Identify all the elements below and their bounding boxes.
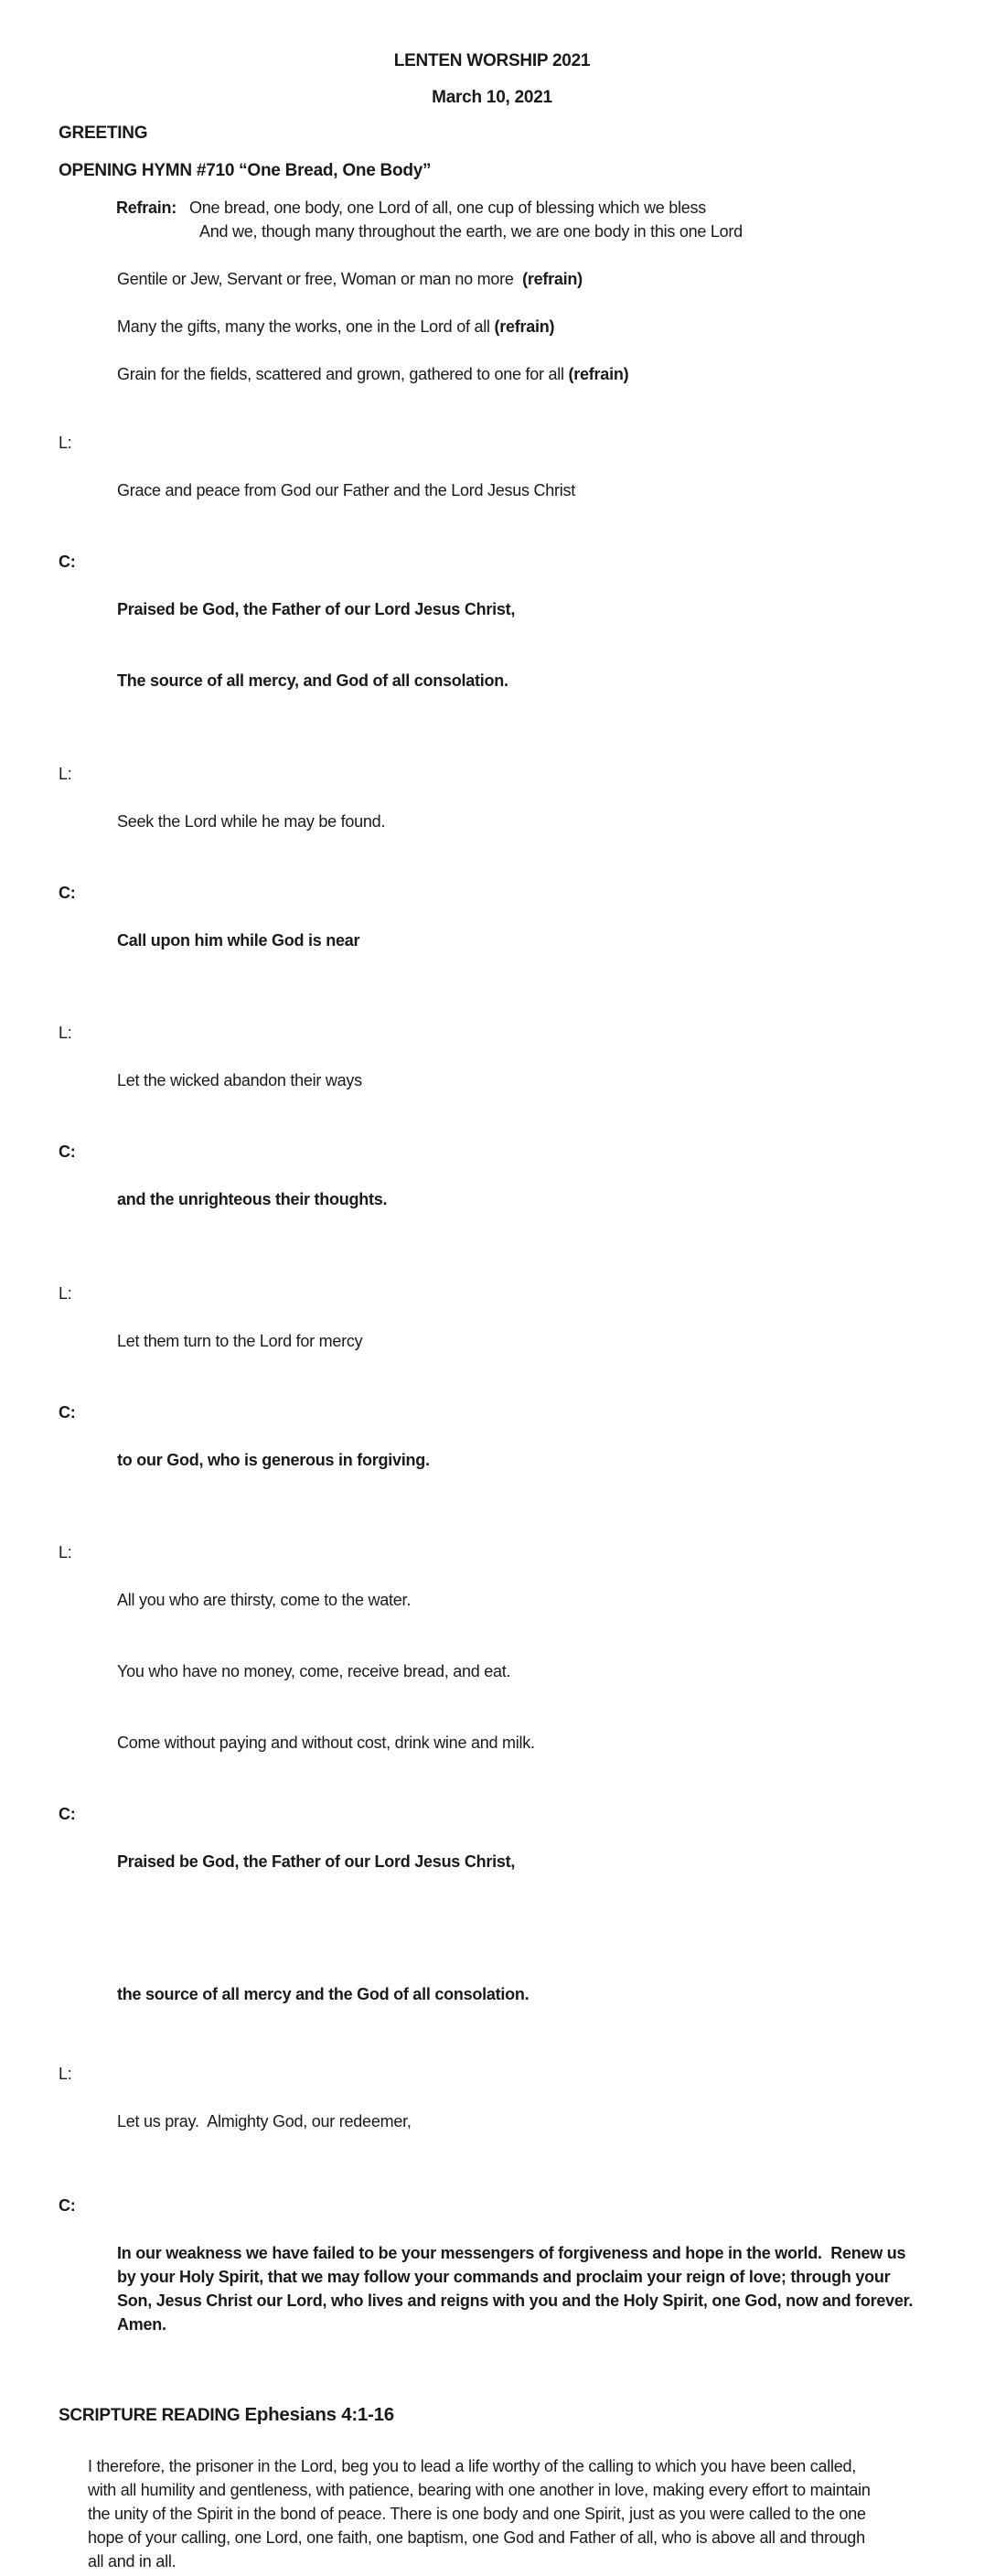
litany-line: You who have no money, come, receive bread, and eat. (117, 1662, 511, 1680)
litany-text (117, 762, 925, 881)
hymn-refrain (116, 196, 925, 243)
litany-line: Let the wicked abandon their ways (117, 1071, 362, 1089)
litany-text (117, 550, 925, 740)
speaker-label: C: (59, 2196, 76, 2215)
greeting-heading: GREETING (59, 123, 148, 143)
speaker-label: L: (59, 765, 72, 783)
speaker-label: C: (59, 553, 76, 571)
litany-text (117, 2194, 925, 2384)
scripture-body: I therefore, the prisoner in the Lord, beg you to lead a life worthy of the calling to which you have been called, with all humility and gentleness, with patience, bearing with one another in love, making every effort to maintain the unity of the Spirit in the bond of peace. There is one body and one Spirit, just as you were called to the one hope of your calling, one Lord, one faith, one baptism, one God and Father of all, who is above all and through all and in all. (88, 2457, 875, 2571)
litany-line: Praised be God, the Father of our Lord Jesus Christ, (117, 600, 516, 618)
litany-line: Let them turn to the Lord for mercy (117, 1332, 363, 1350)
litany-text (117, 2062, 925, 2181)
litany-line: Call upon him while God is near (117, 931, 360, 950)
refrain-text: One bread, one body, one Lord of all, one cup of blessing which we bless (189, 199, 707, 217)
litany-row (59, 2062, 925, 2181)
scripture-heading-label: SCRIPTURE READING (59, 2406, 241, 2425)
hymn-verse (117, 267, 925, 291)
litany-text (117, 1021, 925, 1140)
speaker-label: C: (59, 1805, 76, 1823)
hymn-verse (117, 315, 925, 338)
litany-line: All you who are thirsty, come to the water. (117, 1591, 412, 1609)
litany-row (59, 881, 925, 1000)
verse-text: Grain for the fields, scattered and grown, gathered to one for all (117, 365, 569, 383)
litany-line: In our weakness we have failed to be your messengers of forgiveness and hope in the world. Renew us by your Holy Spirit, that we may follow your commands and proclaim your reign of love; through your Son, Jesus Christ our Lord, who lives and reigns with you and the Holy Spirit, one God, now and forever. Amen. (117, 2244, 921, 2334)
litany-row (59, 1401, 925, 1519)
litany-line: Praised be God, the Father of our Lord Jesus Christ, (117, 1852, 516, 1871)
litany-row (59, 1540, 925, 1802)
speaker-label: L: (59, 1284, 72, 1303)
litany-row (59, 1802, 925, 1921)
litany-line: the source of all mercy and the God of all consolation. (117, 1985, 530, 2003)
scripture-reference: Ephesians 4:1-16 (244, 2404, 394, 2425)
litany-row (59, 762, 925, 881)
speaker-label: L: (59, 2065, 72, 2083)
litany-text (117, 881, 925, 1000)
litany-text (117, 1540, 925, 1802)
verse-text: Gentile or Jew, Servant or free, Woman or man no more (117, 270, 523, 288)
refrain-tag: (refrain) (568, 365, 629, 383)
speaker-label (59, 1935, 117, 2054)
litany-line: Seek the Lord while he may be found. (117, 812, 386, 831)
litany-row (59, 1021, 925, 1140)
speaker-label: C: (59, 1143, 76, 1161)
litany-row (59, 1140, 925, 1259)
document-date: March 10, 2021 (432, 88, 552, 107)
document-title: LENTEN WORSHIP 2021 (393, 51, 591, 70)
litany-row (59, 2194, 925, 2384)
speaker-label: C: (59, 884, 76, 902)
litany-row (59, 431, 925, 550)
speaker-label: L: (59, 434, 72, 452)
litany-line: Let us pray. Almighty God, our redeemer, (117, 2112, 412, 2131)
litany-text (117, 1401, 925, 1519)
litany-line: and the unrighteous their thoughts. (117, 1190, 388, 1208)
speaker-label: C: (59, 1403, 76, 1422)
refrain-tag: (refrain) (522, 270, 583, 288)
litany-line: The source of all mercy, and God of all consolation. (117, 671, 508, 690)
refrain-line (116, 196, 925, 220)
litany-row (59, 1282, 925, 1401)
refrain-tag: (refrain) (494, 317, 555, 336)
scripture-heading (59, 2403, 925, 2428)
verse-text: Many the gifts, many the works, one in the Lord of all (117, 317, 495, 336)
litany-line: Grace and peace from God our Father and the Lord Jesus Christ (117, 481, 576, 499)
opening-hymn-heading: OPENING HYMN #710 “One Bread, One Body” (59, 161, 432, 180)
litany-text (117, 1282, 925, 1401)
hymn-verse (117, 362, 925, 386)
litany-text (117, 1935, 925, 2054)
litany-line: to our God, who is generous in forgiving. (117, 1451, 430, 1469)
litany-text (117, 1140, 925, 1259)
refrain-label: Refrain: (116, 199, 177, 217)
litany-line: Come without paying and without cost, drink wine and milk. (117, 1733, 535, 1752)
litany-row (59, 1935, 925, 2054)
refrain-line: And we, though many throughout the earth, we are one body in this one Lord (199, 222, 743, 241)
litany-row (59, 550, 925, 740)
speaker-label: L: (59, 1543, 72, 1562)
litany-text (117, 1802, 925, 1921)
litany-text (117, 431, 925, 550)
speaker-label: L: (59, 1024, 72, 1042)
